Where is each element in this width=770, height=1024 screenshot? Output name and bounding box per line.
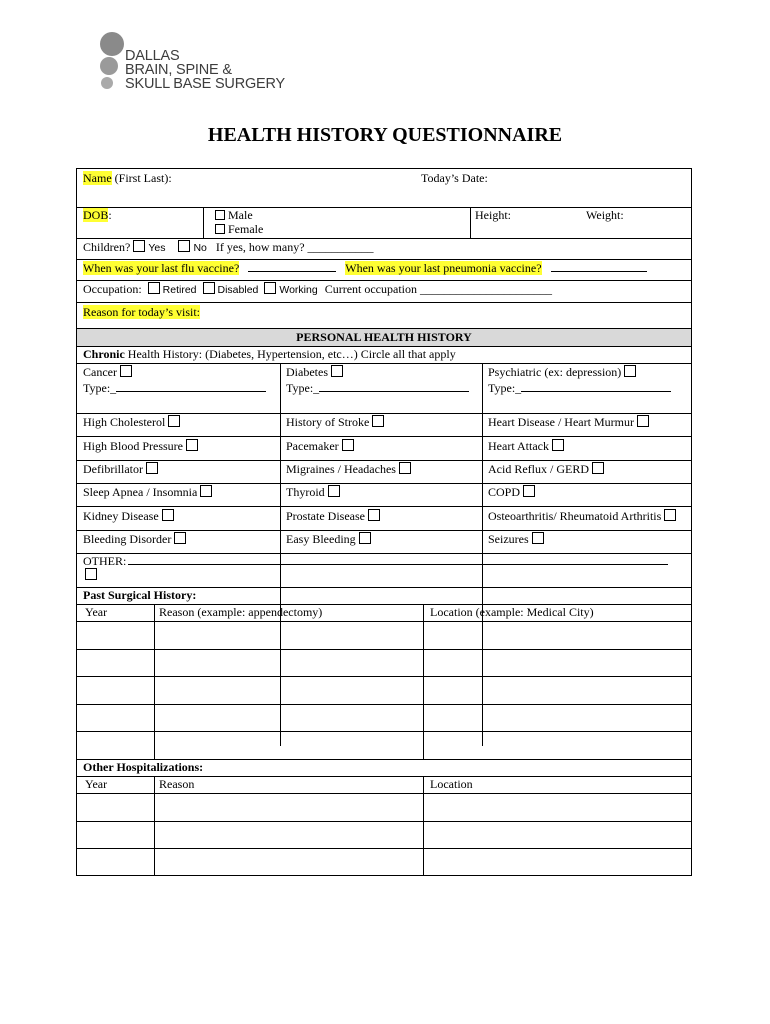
other-field[interactable]: OTHER: xyxy=(83,554,668,582)
condition-checkbox[interactable] xyxy=(186,439,198,451)
psychiatric-item: Psychiatric (ex: depression) Type:_ xyxy=(488,364,671,396)
children-count-field[interactable]: If yes, how many? ___________ xyxy=(215,240,374,254)
children-field: Children? Yes No If yes, how many? ___________ xyxy=(83,240,374,254)
psychiatric-checkbox[interactable] xyxy=(624,365,636,377)
condition-item: Bleeding Disorder xyxy=(83,532,189,547)
pneumonia-vaccine-question: When was your last pneumonia vaccine? xyxy=(345,261,542,275)
surgical-history-heading: Past Surgical History: xyxy=(83,588,197,602)
female-checkbox[interactable] xyxy=(215,224,225,234)
current-occupation-field[interactable]: Current occupation ______________________ xyxy=(324,282,553,296)
condition-item: Defibrillator xyxy=(83,462,161,477)
diabetes-checkbox[interactable] xyxy=(331,365,343,377)
surgical-col-year: Year xyxy=(85,605,108,619)
table-row[interactable] xyxy=(77,848,691,849)
condition-checkbox[interactable] xyxy=(200,485,212,497)
condition-checkbox[interactable] xyxy=(664,509,676,521)
pneumonia-vaccine-input[interactable] xyxy=(551,261,647,272)
hospitalizations-heading: Other Hospitalizations: xyxy=(83,760,204,774)
psychiatric-type-field[interactable]: Type:_ xyxy=(488,380,671,396)
condition-item: Seizures xyxy=(488,532,547,547)
vaccine-row xyxy=(83,261,647,276)
flu-vaccine-input[interactable] xyxy=(248,261,336,272)
condition-item: Prostate Disease xyxy=(286,509,383,524)
condition-checkbox[interactable] xyxy=(372,415,384,427)
cancer-item: Cancer Type:_ xyxy=(83,364,266,396)
condition-checkbox[interactable] xyxy=(328,485,340,497)
other-checkbox[interactable] xyxy=(85,568,97,580)
reason-visit-field[interactable]: Reason for today’s visit: xyxy=(83,305,200,319)
condition-item: COPD xyxy=(488,485,538,500)
hospital-col-reason: Reason xyxy=(159,777,195,791)
condition-item: Heart Attack xyxy=(488,439,567,454)
logo-line-1: DALLAS xyxy=(125,48,180,64)
male-option[interactable]: Male xyxy=(211,208,263,222)
table-row[interactable] xyxy=(77,676,691,677)
condition-checkbox[interactable] xyxy=(523,485,535,497)
condition-item: History of Stroke xyxy=(286,415,387,430)
flu-vaccine-question: When was your last flu vaccine? xyxy=(83,261,240,275)
condition-item: High Cholesterol xyxy=(83,415,183,430)
disabled-checkbox[interactable] xyxy=(203,282,215,294)
diabetes-type-field[interactable]: Type:_ xyxy=(286,380,469,396)
todays-date-field[interactable]: Today’s Date: xyxy=(421,171,488,185)
sex-options xyxy=(211,208,263,236)
condition-checkbox[interactable] xyxy=(174,532,186,544)
page-title: HEALTH HISTORY QUESTIONNAIRE xyxy=(207,124,563,146)
condition-checkbox[interactable] xyxy=(342,439,354,451)
condition-item: High Blood Pressure xyxy=(83,439,201,454)
dob-field[interactable]: DOB: xyxy=(83,208,112,222)
children-yes-checkbox[interactable] xyxy=(133,240,145,252)
condition-item: Acid Reflux / GERD xyxy=(488,462,607,477)
condition-item: Heart Disease / Heart Murmur xyxy=(488,415,652,430)
height-field[interactable]: Height: xyxy=(475,208,511,222)
condition-checkbox[interactable] xyxy=(168,415,180,427)
table-row[interactable] xyxy=(77,704,691,705)
logo-line-3: SKULL BASE SURGERY xyxy=(125,76,285,92)
cancer-type-field[interactable]: Type:_ xyxy=(83,380,266,396)
condition-item: Pacemaker xyxy=(286,439,357,454)
condition-checkbox[interactable] xyxy=(368,509,380,521)
logo-line-2: BRAIN, SPINE & xyxy=(125,62,232,78)
male-checkbox[interactable] xyxy=(215,210,225,220)
name-field[interactable]: Name (First Last): xyxy=(83,171,172,185)
practice-logo xyxy=(98,30,285,96)
diabetes-item: Diabetes Type:_ xyxy=(286,364,469,396)
condition-item: Kidney Disease xyxy=(83,509,177,524)
children-no-checkbox[interactable] xyxy=(178,240,190,252)
table-row[interactable] xyxy=(77,821,691,822)
name-label: Name xyxy=(83,171,112,185)
table-row[interactable] xyxy=(77,731,691,732)
chronic-instructions: Chronic Health History: (Diabetes, Hypertension, etc…) Circle all that apply xyxy=(83,347,456,361)
condition-checkbox[interactable] xyxy=(592,462,604,474)
condition-checkbox[interactable] xyxy=(532,532,544,544)
condition-item: Easy Bleeding xyxy=(286,532,374,547)
condition-checkbox[interactable] xyxy=(552,439,564,451)
condition-item: Migraines / Headaches xyxy=(286,462,414,477)
condition-checkbox[interactable] xyxy=(637,415,649,427)
table-row[interactable] xyxy=(77,649,691,650)
condition-checkbox[interactable] xyxy=(359,532,371,544)
hospital-col-year: Year xyxy=(85,777,108,791)
hospital-col-location: Location xyxy=(430,777,473,791)
condition-item: Thyroid xyxy=(286,485,343,500)
working-checkbox[interactable] xyxy=(264,282,276,294)
female-option[interactable]: Female xyxy=(211,222,263,236)
surgical-col-reason: Reason (example: appendectomy) xyxy=(159,605,323,619)
retired-checkbox[interactable] xyxy=(148,282,160,294)
condition-checkbox[interactable] xyxy=(146,462,158,474)
condition-item: Sleep Apnea / Insomnia xyxy=(83,485,215,500)
cancer-checkbox[interactable] xyxy=(120,365,132,377)
occupation-row: Occupation: Retired Disabled Working Current occupation ______________________ xyxy=(83,282,553,296)
condition-checkbox[interactable] xyxy=(162,509,174,521)
surgical-col-location: Location (example: Medical City) xyxy=(430,605,594,619)
logo-mark-icon xyxy=(98,30,126,96)
personal-health-history-header: PERSONAL HEALTH HISTORY xyxy=(77,328,691,347)
condition-checkbox[interactable] xyxy=(399,462,411,474)
weight-field[interactable]: Weight: xyxy=(586,208,624,222)
questionnaire-form xyxy=(76,168,692,876)
condition-item: Osteoarthritis/ Rheumatoid Arthritis xyxy=(488,509,679,524)
